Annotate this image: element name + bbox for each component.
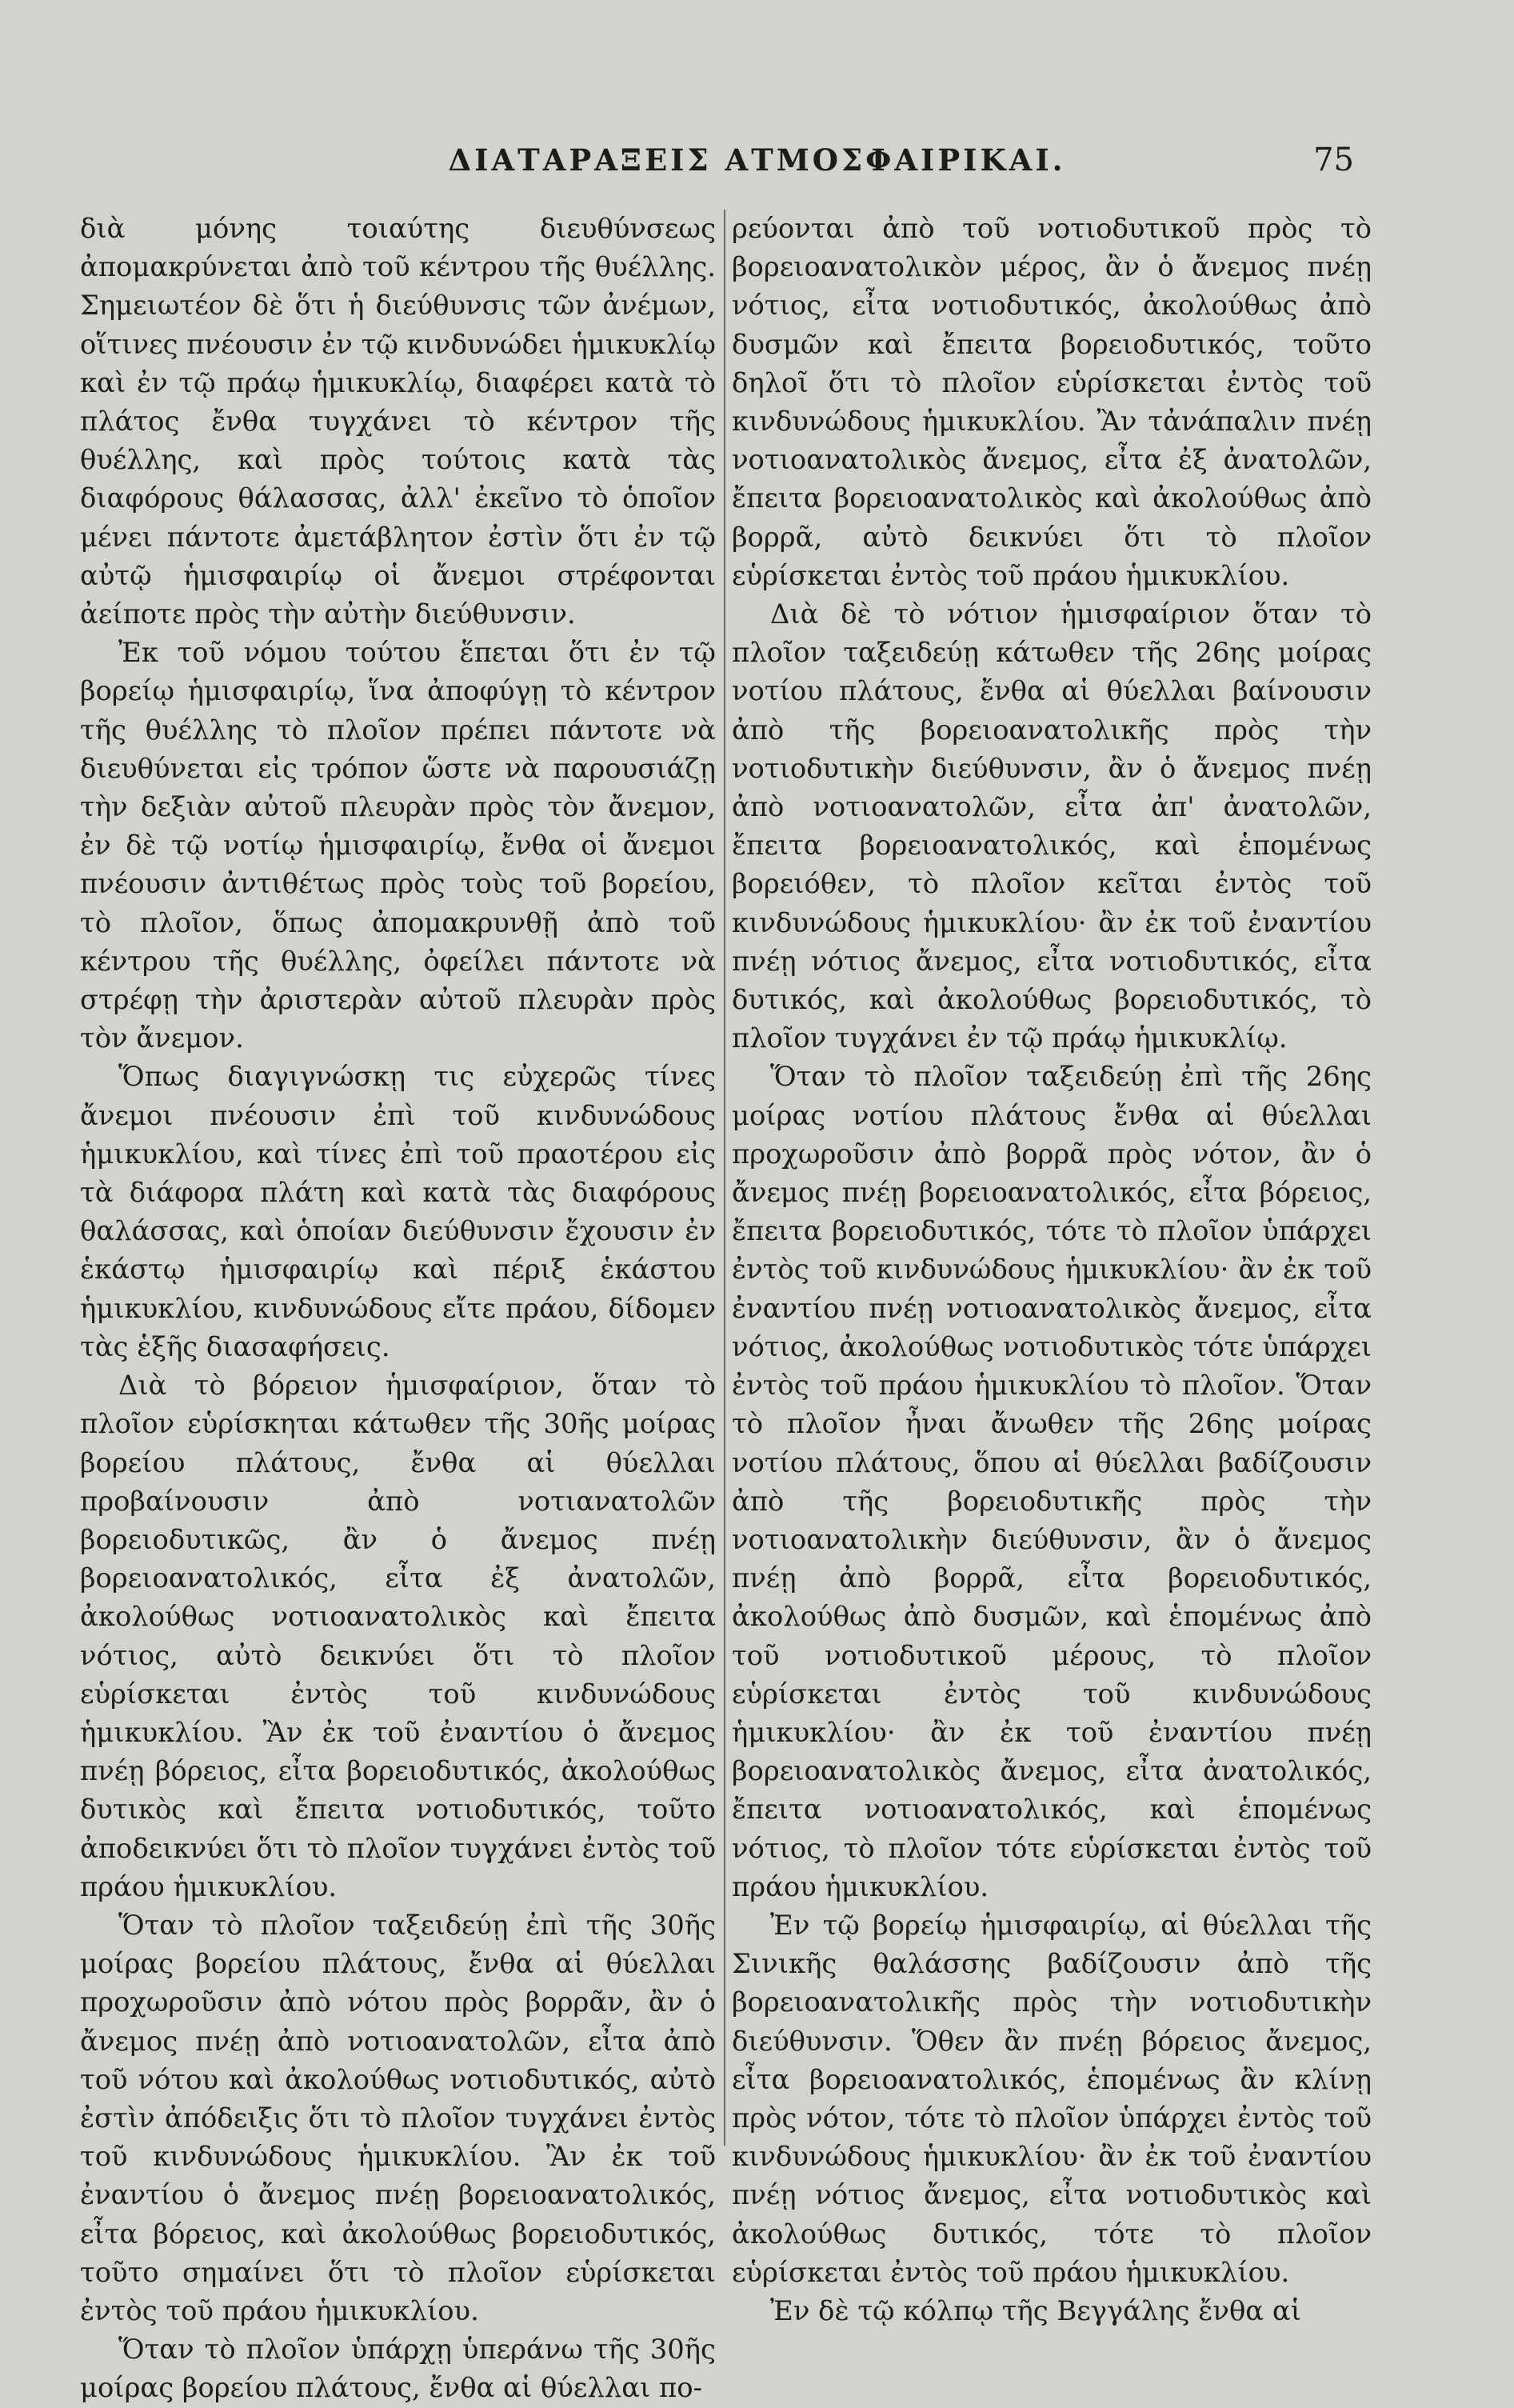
paragraph: Ἐν δὲ τῷ κόλπῳ τῆς Βεγγάλης ἔνθα αἱ bbox=[770, 2294, 1301, 2326]
paragraph: Διὰ τὸ βόρειον ἡμισφαίριον, ὅταν τὸ πλοῖον εὑρίσκηται κάτωθεν τῆς 30ῆς μοίρας βορείου πλάτους, ἔνθα αἱ θύελλαι προβαίνουσιν ἀπὸ νοτιανατολῶν βορειοδυτικῶς, ἂν ὁ ἄνεμος πνέῃ βορειοανατολικός, εἶτα ἐξ ἀνατολῶν, ἀκολούθως νοτιοανατολικὸς καὶ ἔπειτα νότιος, αὐτὸ δεικνύει ὅτι τὸ πλοῖον εὑρίσκεται ἐντὸς τοῦ κινδυνώδους ἡμικυκλίου. Ἂν ἐκ τοῦ ἐναντίου ὁ ἄνεμος πνέῃ βόρειος, εἶτα βορειοδυτικός, ἀκολούθως δυτικὸς καὶ ἔπειτα νοτιοδυτικός, τοῦτο ἀποδεικνύει ὅτι τὸ πλοῖον τυγχάνει ἐντὸς τοῦ πράου ἡμικυκλίου. bbox=[80, 1370, 716, 1902]
page-number: 75 bbox=[1313, 142, 1354, 178]
paragraph: Ὅταν τὸ πλοῖον ταξειδεύῃ ἐπὶ τῆς 30ῆς μοίρας βορείου πλάτους, ἔνθα αἱ θύελλαι προχωροῦσιν ἀπὸ νότου πρὸς βορρᾶν, ἂν ὁ ἄνεμος πνέῃ ἀπὸ νοτιοανατολῶν, εἶτα ἀπὸ τοῦ νότου καὶ ἀκολούθως νοτιοδυτικός, αὐτὸ ἐστὶν ἀπόδειξις ὅτι τὸ πλοῖον τυγχάνει ἐντὸς τοῦ κινδυνώδους ἡμικυκλίου. Ἂν ἐκ τοῦ ἐναντίου ὁ ἄνεμος πνέῃ βορειοανατολικός, εἶτα βόρειος, καὶ ἀκολούθως βορειοδυτικός, τοῦτο σημαίνει ὅτι τὸ πλοῖον εὑρίσκεται ἐντὸς τοῦ πράου ἡμικυκλίου. bbox=[80, 1909, 716, 2326]
paragraph: Ἐκ τοῦ νόμου τούτου ἕπεται ὅτι ἐν τῷ βορείῳ ἡμισφαιρίῳ, ἵνα ἀποφύγῃ τὸ κέντρον τῆς θυέλλης τὸ πλοῖον πρέπει πάντοτε νὰ διευθύνεται εἰς τρόπον ὥστε νὰ παρουσιάζῃ τὴν δεξιὰν αὐτοῦ πλευρὰν πρὸς τὸν ἄνεμον, ἐν δὲ τῷ νοτίῳ ἡμισφαιρίῳ, ἔνθα οἱ ἄνεμοι πνέουσιν ἀντιθέτως πρὸς τοὺς τοῦ βορείου, τὸ πλοῖον, ὅπως ἀπομακρυνθῇ ἀπὸ τοῦ κέντρου τῆς θυέλλης, ὀφείλει πάντοτε νὰ στρέφῃ τὴν ἀριστερὰν αὐτοῦ πλευρὰν πρὸς τὸν ἄνεμον. bbox=[80, 637, 716, 1054]
running-title: ΔΙΑΤΑΡΑΞΕΙΣ ΑΤΜΟΣΦΑΙΡΙΚΑΙ. bbox=[448, 142, 1066, 178]
paragraph: Διὰ δὲ τὸ νότιον ἡμισφαίριον ὅταν τὸ πλοῖον ταξειδεύῃ κάτωθεν τῆς 26ης μοίρας νοτίου πλάτους, ἔνθα αἱ θύελλαι βαίνουσιν ἀπὸ τῆς βορειοανατολικῆς πρὸς τὴν νοτιοδυτικὴν διεύθυνσιν, ἂν ὁ ἄνεμος πνέῃ ἀπὸ νοτιοανατολῶν, εἶτα ἀπ' ἀνατολῶν, ἔπειτα βορειοανατολικός, καὶ ἑπομένως βορειόθεν, τὸ πλοῖον κεῖται ἐντὸς τοῦ κινδυνώδους ἡμικυκλίου· ἂν ἐκ τοῦ ἐναντίου πνέῃ νότιος ἄνεμος, εἶτα νοτιοδυτικός, εἶτα δυτικός, καὶ ἀκολούθως βορειοδυτικός, τὸ πλοῖον τυγχάνει ἐν τῷ πράῳ ἡμικυκλίῳ. bbox=[732, 598, 1372, 1054]
column-divider bbox=[724, 210, 725, 2146]
paragraph: Ἐν τῷ βορείῳ ἡμισφαιρίῳ, αἱ θύελλαι τῆς Σινικῆς θαλάσσης βαδίζουσιν ἀπὸ τῆς βορειοανατολικῆς πρὸς τὴν νοτιοδυτικὴν διεύθυνσιν. Ὅθεν ἂν πνέῃ βόρειος ἄνεμος, εἶτα βορειοανατολικός, ἑπομένως ἂν κλίνῃ πρὸς νότον, τότε τὸ πλοῖον ὑπάρχει ἐντὸς τοῦ κινδυνώδους ἡμικυκλίου· ἂν ἐκ τοῦ ἐναντίου πνέῃ νότιος ἄνεμος, εἶτα νοτιοδυτικὸς καὶ ἀκολούθως δυτικός, τότε τὸ πλοῖον εὑρίσκεται ἐντὸς τοῦ πράου ἡμικυκλίου. bbox=[732, 1909, 1372, 2288]
paragraph: Ὅταν τὸ πλοῖον ὑπάρχῃ ὑπεράνω τῆς 30ῆς μοίρας βορείου πλάτους, ἔνθα αἱ θύελλαι πο- bbox=[80, 2334, 716, 2404]
paragraph: ρεύονται ἀπὸ τοῦ νοτιοδυτικοῦ πρὸς τὸ βορειοανατολικὸν μέρος, ἂν ὁ ἄνεμος πνέῃ νότιος, εἶτα νοτιοδυτικός, ἀκολούθως ἀπὸ δυσμῶν καὶ ἔπειτα βορειοδυτικός, τοῦτο δηλοῖ ὅτι τὸ πλοῖον εὑρίσκεται ἐντὸς τοῦ κινδυνώδους ἡμικυκλίου. Ἂν τἀνάπαλιν πνέῃ νοτιοανατολικὸς ἄνεμος, εἶτα ἐξ ἀνατολῶν, ἔπειτα βορειοανατολικὸς καὶ ἀκολούθως ἀπὸ βορρᾶ, αὐτὸ δεικνύει ὅτι τὸ πλοῖον εὑρίσκεται ἐντὸς τοῦ πράου ἡμικυκλίου. bbox=[732, 213, 1372, 591]
paragraph: Ὅταν τὸ πλοῖον ταξειδεύῃ ἐπὶ τῆς 26ης μοίρας νοτίου πλάτους ἔνθα αἱ θύελλαι προχωροῦσιν ἀπὸ βορρᾶ πρὸς νότον, ἂν ὁ ἄνεμος πνέῃ βορειοανατολικός, εἶτα βόρειος, ἔπειτα βορειοδυτικός, τότε τὸ πλοῖον ὑπάρχει ἐντὸς τοῦ κινδυνώδους ἡμικυκλίου· ἂν ἐκ τοῦ ἐναντίου πνέῃ νοτιοανατολικὸς ἄνεμος, εἶτα νότιος, ἀκολούθως νοτιοδυτικὸς τότε ὑπάρχει ἐντὸς τοῦ πράου ἡμικυκλίου τὸ πλοῖον. Ὅταν τὸ πλοῖον ἦναι ἄνωθεν τῆς 26ης μοίρας νοτίου πλάτους, ὅπου αἱ θύελλαι βαδίζουσιν ἀπὸ τῆς βορειοδυτικῆς πρὸς τὴν νοτιοανατολικὴν διεύθυνσιν, ἂν ὁ ἄνεμος πνέῃ ἀπὸ βορρᾶ, εἶτα βορειοδυτικός, ἀκολούθως ἀπὸ δυσμῶν, καὶ ἑπομένως ἀπὸ τοῦ νοτιοδυτικοῦ μέρους, τὸ πλοῖον εὑρίσκεται ἐντὸς τοῦ κινδυνώδους ἡμικυκλίου· ἂν ἐκ τοῦ ἐναντίου πνέῃ βορειοανατολικὸς ἄνεμος, εἶτα ἀνατολικός, ἔπειτα νοτιοανατολικός, καὶ ἑπομένως νότιος, τὸ πλοῖον τότε εὑρίσκεται ἐντὸς τοῦ πράου ἡμικυκλίου. bbox=[732, 1061, 1372, 1902]
paragraph: Ὅπως διαγιγνώσκῃ τις εὐχερῶς τίνες ἄνεμοι πνέουσιν ἐπὶ τοῦ κινδυνώδους ἡμικυκλίου, καὶ τίνες ἐπὶ τοῦ πραοτέρου εἰς τὰ διάφορα πλάτη καὶ κατὰ τὰς διαφόρους θαλάσσας, καὶ ὁποίαν διεύθυνσιν ἔχουσιν ἐν ἑκάστῳ ἡμισφαιρίῳ καὶ πέριξ ἑκάστου ἡμικυκλίου, κινδυνώδους εἴτε πράου, δίδομεν τὰς ἑξῆς διασαφήσεις. bbox=[80, 1061, 716, 1362]
page-header bbox=[0, 136, 1514, 184]
paragraph: διὰ μόνης τοιαύτης διευθύνσεως ἀπομακρύνεται ἀπὸ τοῦ κέντρου τῆς θυέλλης. Σημειωτέον δὲ ὅτι ἡ διεύθυνσις τῶν ἀνέμων, οἵτινες πνέουσιν ἐν τῷ κινδυνώδει ἡμικυκλίῳ καὶ ἐν τῷ πράῳ ἡμικυκλίῳ, διαφέρει κατὰ τὸ πλάτος ἔνθα τυγχάνει τὸ κέντρον τῆς θυέλλης, καὶ πρὸς τούτοις κατὰ τὰς διαφόρους θάλασσας, ἀλλ' ἐκεῖνο τὸ ὁποῖον μένει πάντοτε ἀμετάβλητον ἐστὶν ὅτι ἐν τῷ αὐτῷ ἡμισφαιρίῳ οἱ ἄνεμοι στρέφονται ἀείποτε πρὸς τὴν αὐτὴν διεύθυνσιν. bbox=[80, 213, 716, 630]
left-column bbox=[80, 210, 716, 2408]
right-column bbox=[732, 210, 1372, 2330]
